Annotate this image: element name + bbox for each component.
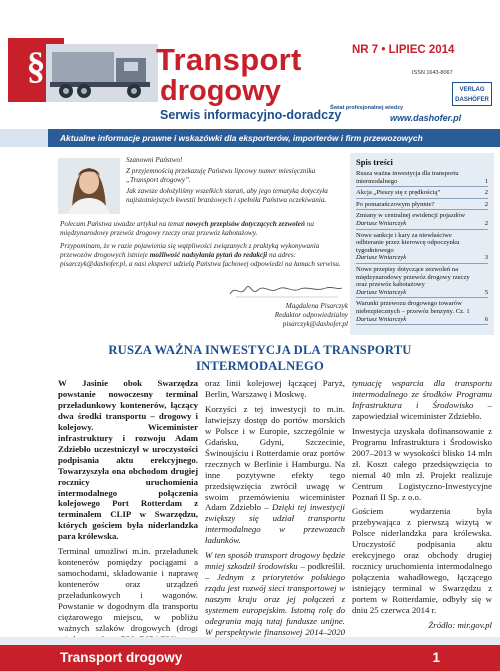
toc-item-title: Nowe przepisy dotyczące zezwoleń na międzynarodowy przewóz drogowy rzeczy oraz przewóz kabotażowy bbox=[356, 265, 470, 289]
text: Polecam Państwa uwadze artykuł na temat bbox=[60, 220, 186, 228]
article-lead: W Jasinie obok Swarzędza powstanie nowoczesny terminal przeładunkowy kontenerów, łączący dwa środki transportu – drogowy i kolejowy. Wiceminister infrastruktury i rozwoju Adam Zdziebło uczestniczył w uroczystości podpisania aktu erekcyjnego. Towarzyszyła ona obchodom drugiej rocznicy uruchomienia intermodalnego połączenia kolejowego Port Rotterdam z terminalem CLIP w Swarzędzu, których gościem była niderlandzka para królewska. bbox=[58, 378, 198, 542]
article-column-2 bbox=[205, 378, 345, 653]
toc-item-author: Dariusz Wniarczyk bbox=[356, 315, 407, 323]
toc-item-author: Dariusz Wniarczyk bbox=[356, 254, 407, 262]
paragraph-symbol: § bbox=[26, 45, 46, 87]
editorial-greeting: Szanowni Państwo! bbox=[126, 156, 183, 164]
publisher-line1: VERLAG bbox=[459, 87, 485, 93]
toc-item-title: Akcja „Pieszy się z prędkością” bbox=[356, 189, 441, 197]
editor-role: Redaktor odpowiedzialny bbox=[274, 311, 348, 319]
truck-icon bbox=[46, 44, 158, 102]
toc-item[interactable] bbox=[356, 201, 488, 211]
footer-stripe bbox=[0, 637, 500, 645]
article-paragraph bbox=[205, 550, 345, 649]
toc-item[interactable] bbox=[356, 266, 488, 298]
toc-item-title: Warunki przewozu drogowego towarów niebezpiecznych – przewóz benzyny. Cz. 1 bbox=[356, 300, 470, 315]
toc-item-page: 3 bbox=[484, 254, 488, 262]
quote: Dzięki tej inwestycji zwiększy się udział transportu intermodalnego w przewozach ładunków. bbox=[205, 502, 345, 546]
editorial-paragraph bbox=[60, 220, 346, 238]
text: – zapowiedział wiceminister Zdziebło. bbox=[352, 399, 492, 421]
banner-accent bbox=[0, 129, 48, 147]
toc-item-page: 2 bbox=[484, 200, 488, 208]
publication-subtitle: Serwis informacyjno-doradczy bbox=[160, 108, 342, 122]
footer-publication: Transport drogowy bbox=[60, 650, 183, 665]
table-of-contents bbox=[350, 153, 494, 335]
page-footer bbox=[0, 645, 500, 671]
quote: Jednym z priorytetów polskiego rządu jest rozwój sieci transportowej w naszym kraju oraz jej połączeń z systemem europejskim. Istotną rolę do odegrania mają tutaj fundusze unijne. W perspektywie finansowej 2014–2020 bbox=[205, 572, 345, 637]
emphasis: możliwość nadsyłania pytań do redakcji bbox=[149, 251, 268, 259]
toc-item-title: Zmiany w centralnej ewidencji pojazdów bbox=[356, 212, 466, 220]
publication-title-line2: drogowy bbox=[160, 75, 281, 107]
article-paragraph: oraz linii kolejowej łączącej Paryż, Berlin, Warszawę i Moskwę. bbox=[205, 378, 345, 399]
text: Korzyści z tej inwestycji to m.in. łatwiejszy dostęp do portów morskich w Polsce i w Europie, szczególnie w Gdańsku, Gdyni, Szczecinie, Świnoujściu i Rotterdamie oraz portów rzecznych w Berlinie i Hamburgu. Na inne pozytywne efekty tego przedsięwzięcia zwrócił uwagę w swoim przemówieniu wiceminister Adam Zdziebło – bbox=[205, 403, 345, 513]
signature-image bbox=[226, 280, 346, 300]
article-paragraph bbox=[352, 378, 492, 422]
toc-item[interactable] bbox=[356, 212, 488, 229]
toc-item-title: Nowe sankcje i kary za niewłaściwe odbieranie przez kierowcę odpoczynku tygodniowego bbox=[356, 231, 460, 254]
toc-item-author: Dariusz Wniarczyk bbox=[356, 288, 407, 296]
toc-item-page: 2 bbox=[484, 189, 488, 197]
text: Przypominam, że w razie pojawienia się wątpliwości związanych z praktyką wykonywania przewozów drogowych istnieje bbox=[60, 242, 320, 259]
article-paragraph: Gościem wydarzenia była przebywająca z pierwszą wizytą w Polsce niderlandzka para królewska. Uroczystość podpisania aktu erekcyjnego oraz obchody drugiej rocznicy uruchomienia intermodalnego połączenia wahadłowego, łączącego istniejący terminal w Swarzędzu z portem w Rotterdamie, odbyły się w dniu 25 czerwca 2014 r. bbox=[352, 506, 492, 616]
publisher-slogan: Świat profesjonalnej wiedzy bbox=[330, 105, 404, 111]
editor-photo bbox=[58, 158, 120, 214]
editorial-paragraph: Jak zawsze dołożyliśmy wszelkich starań, aby jego tematyka dotyczyła najistotniejszych kwestii branżowych i spełniła Państwa oczekiwania. bbox=[126, 187, 328, 204]
quote: W ten sposób transport drogowy będzie mniej szkodził środowisku bbox=[205, 550, 345, 572]
masthead bbox=[0, 0, 500, 128]
issn: ISSN 1643-8067 bbox=[412, 70, 453, 76]
toc-item-page: 5 bbox=[484, 288, 488, 296]
article-column-3 bbox=[352, 378, 492, 635]
editorial-paragraph bbox=[60, 242, 346, 269]
emphasis: nowych przepisów dotyczących zezwoleń bbox=[185, 220, 305, 228]
publisher-line2: DASHÖFER bbox=[455, 97, 489, 103]
editor-name: Magdalena Pisarczyk bbox=[285, 302, 348, 310]
toc-item[interactable] bbox=[356, 300, 488, 325]
article-column-1 bbox=[58, 378, 198, 649]
editorial-intro bbox=[126, 156, 346, 207]
issue-number: NR 7 • LIPIEC 2014 bbox=[352, 44, 455, 56]
editor-signature-block bbox=[236, 302, 348, 329]
article-paragraph: Terminal umożliwi m.in. przeładunek kontenerów pomiędzy pociągami a samochodami, składowanie i naprawę kontenerów oraz urządzeń przeładunkowych i wagonów. Powstanie w dogodnym dla transportu ciężarowego miejscu, w pobliżu ważnych szlaków drogowych (drogi bbox=[58, 546, 198, 633]
article-source: Źródło: mir.gov.pl bbox=[428, 620, 492, 631]
toc-list bbox=[356, 170, 488, 325]
toc-title: Spis treści bbox=[356, 157, 393, 167]
editor-portrait-icon bbox=[58, 158, 120, 214]
publication-title: Transport bbox=[156, 42, 302, 77]
toc-item[interactable] bbox=[356, 232, 488, 264]
toc-item-page: 2 bbox=[484, 219, 488, 227]
toc-item-page: 6 bbox=[484, 315, 488, 323]
page-number: 1 bbox=[432, 650, 440, 665]
toc-item-page: 1 bbox=[484, 177, 488, 185]
toc-item-title: Rusza ważna inwestycja dla transportu intermodalnego bbox=[356, 170, 459, 185]
toc-item[interactable] bbox=[356, 170, 488, 187]
toc-item-author: Dariusz Wniarczyk bbox=[356, 219, 407, 227]
editorial-body bbox=[60, 220, 346, 273]
editorial-paragraph: Z przyjemnością przekazuję Państwu lipcowy numer miesięcznika „Transport drogowy”. bbox=[126, 167, 316, 184]
article-paragraph: Inwestycja uzyskała dofinansowanie z Programu Infrastruktura i Środowisko 2007–2013 w wysokości blisko 14 mln zł. Koszt całego przedsięwzięcia to niemal 40 mln zł. Projekt realizuje Centrum Logistyczno-Inwestycyjne Poznań II Sp. z o.o. bbox=[352, 425, 492, 502]
toc-item[interactable] bbox=[356, 189, 488, 199]
text: – podkreślił. – bbox=[205, 561, 345, 583]
quote: tynuację wsparcia dla transportu intermodalnego ze środków Programu Infrastruktura i Środowisko bbox=[352, 378, 492, 410]
website-link[interactable]: www.dashofer.pl bbox=[390, 113, 462, 123]
editor-email[interactable]: pisarczyk@dashofer.pl bbox=[282, 320, 348, 328]
article-paragraph bbox=[205, 404, 345, 546]
publisher-logo bbox=[452, 82, 492, 106]
article-title: RUSZA WAŻNA INWESTYCJA DLA TRANSPORTU INTERMODALNEGO bbox=[108, 343, 412, 373]
toc-item-title: Po pomarańczowym płynnie? bbox=[356, 200, 435, 208]
text: na adres: pisarczyk@dashofer.pl, a nasi eksperci udzielą Państwu fachowej odpowiedzi na łamach serwisu. bbox=[60, 251, 341, 268]
text: na międzynarodowy przewóz drogowy rzeczy oraz przewóz kabotażowy. bbox=[60, 220, 314, 237]
topic-banner: Aktualne informacje prawne i wskazówki dla eksporterów, importerów i firm przewozowych bbox=[48, 129, 500, 147]
